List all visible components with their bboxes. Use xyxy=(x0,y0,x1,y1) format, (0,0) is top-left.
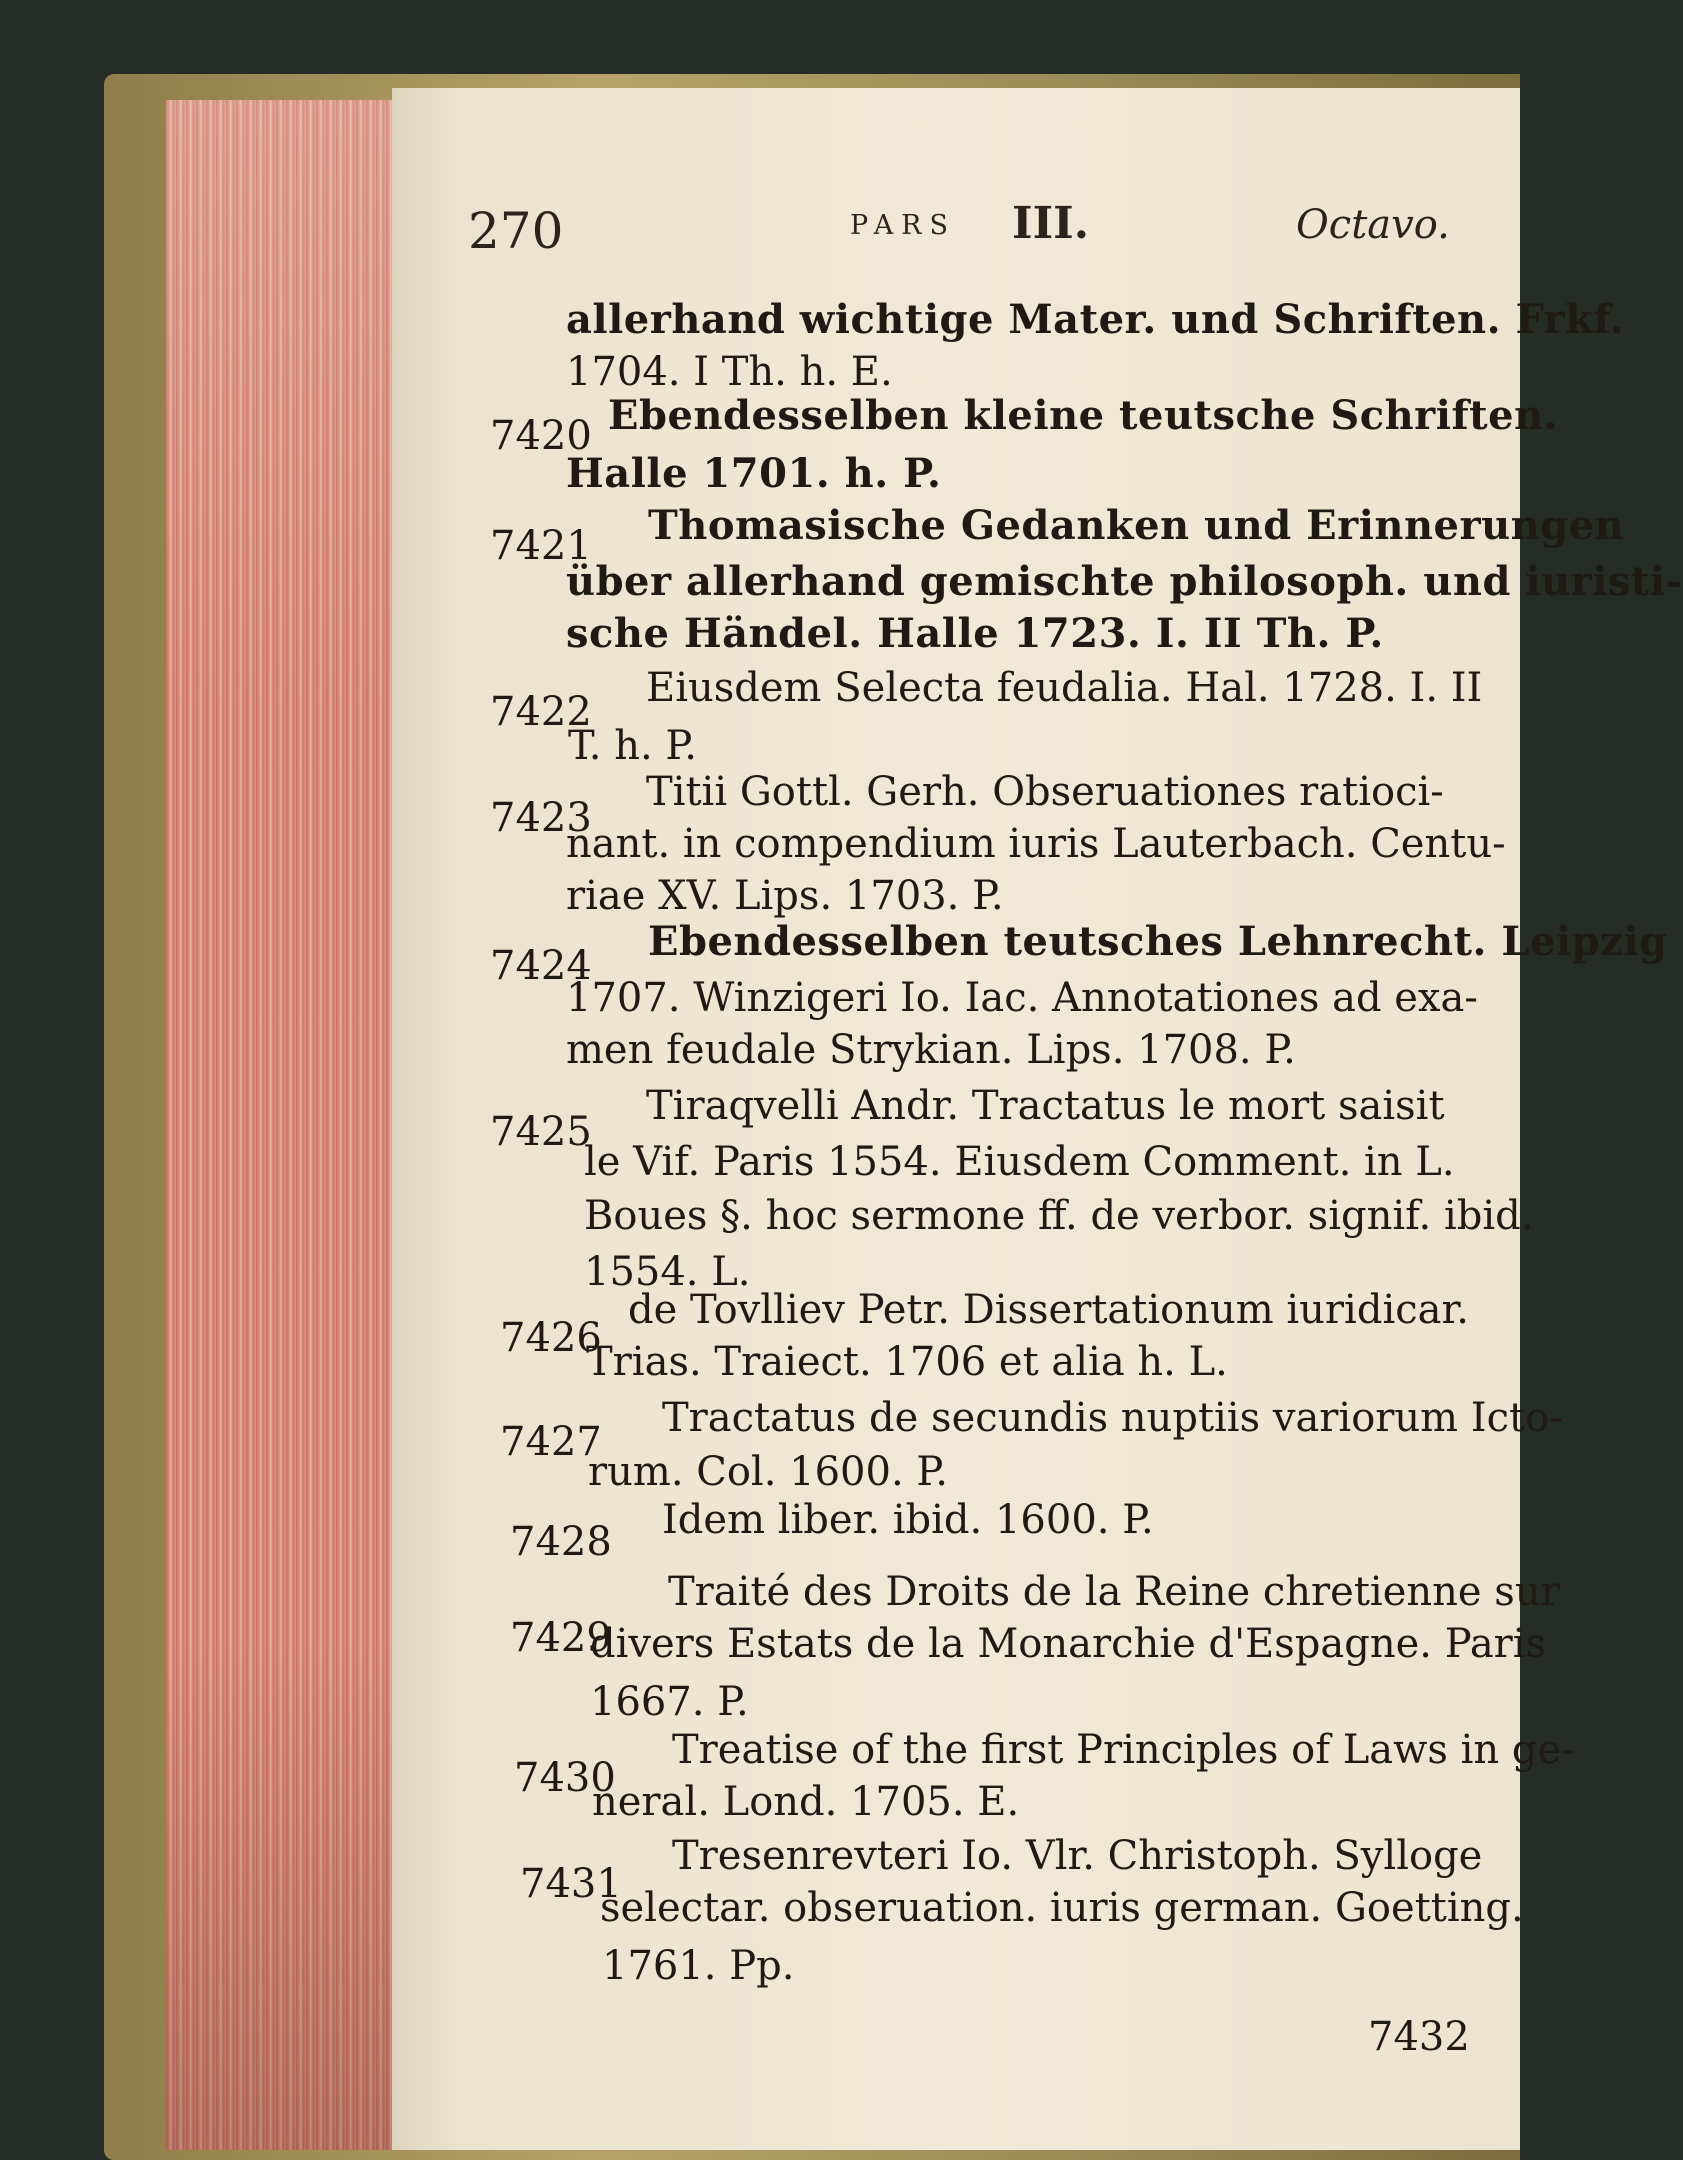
entry-line: 1554. L. xyxy=(584,1249,751,1295)
page-number: 270 xyxy=(468,202,564,260)
running-head-part: III. xyxy=(1012,198,1090,249)
entry-number: 7422 xyxy=(490,689,592,735)
entry-line: T. h. P. xyxy=(568,723,697,769)
entry-line: Trias. Traiect. 1706 et alia h. L. xyxy=(586,1339,1228,1385)
entry-line: Traité des Droits de la Reine chretienne sur xyxy=(668,1569,1560,1615)
entry-line: über allerhand gemischte philosoph. und iuristi- xyxy=(566,558,1683,605)
entry-line: allerhand wichtige Mater. und Schriften. Frkf. xyxy=(566,296,1625,343)
entry-line: rum. Col. 1600. P. xyxy=(588,1449,948,1495)
entry-line: 1761. Pp. xyxy=(602,1943,795,1989)
running-head: PARS xyxy=(850,210,957,241)
entry-line: divers Estats de la Monarchie d'Espagne. Paris xyxy=(590,1621,1547,1667)
entry-number: 7423 xyxy=(490,795,592,841)
entry-line: 1707. Winzigeri Io. Iac. Annotationes ad exa- xyxy=(566,975,1478,1021)
entry-line: Tractatus de secundis nuptiis variorum Icto- xyxy=(662,1395,1563,1441)
entry-line: Thomasische Gedanken und Erinnerungen xyxy=(648,502,1625,549)
entry-line: Eiusdem Selecta feudalia. Hal. 1728. I. II xyxy=(646,665,1483,711)
entry-line: Boues §. hoc sermone ff. de verbor. signif. ibid. xyxy=(584,1193,1534,1239)
entry-number: 7424 xyxy=(490,943,592,989)
catchword: 7432 xyxy=(1368,2014,1470,2060)
entry-line: le Vif. Paris 1554. Eiusdem Comment. in L. xyxy=(584,1139,1455,1185)
entry-number: 7428 xyxy=(510,1519,612,1565)
entry-number: 7426 xyxy=(500,1315,602,1361)
page-header xyxy=(0,200,1520,270)
entry-line: neral. Lond. 1705. E. xyxy=(592,1779,1020,1825)
entry-line: men feudale Strykian. Lips. 1708. P. xyxy=(566,1027,1296,1073)
entry-line: Idem liber. ibid. 1600. P. xyxy=(662,1497,1154,1543)
entry-line: sche Händel. Halle 1723. I. II Th. P. xyxy=(566,610,1384,657)
entry-line: 1704. I Th. h. E. xyxy=(566,349,893,395)
entry-line: Titii Gottl. Gerh. Obseruationes ratioci- xyxy=(646,769,1444,815)
entry-number: 7425 xyxy=(490,1109,592,1155)
entry-number: 7427 xyxy=(500,1419,602,1465)
entry-line: de Tovlliev Petr. Dissertationum iuridicar. xyxy=(628,1287,1469,1333)
entry-number: 7421 xyxy=(490,523,592,569)
entry-number: 7431 xyxy=(520,1861,622,1907)
entry-number: 7429 xyxy=(510,1615,612,1661)
entry-line: nant. in compendium iuris Lauterbach. Centu- xyxy=(566,821,1506,867)
running-head-format: Octavo. xyxy=(1296,202,1450,248)
entry-line: selectar. obseruation. iuris german. Goetting. xyxy=(600,1885,1524,1931)
entry-line: Halle 1701. h. P. xyxy=(566,450,942,497)
entry-number: 7430 xyxy=(514,1755,616,1801)
entry-line: Ebendesselben kleine teutsche Schriften. xyxy=(608,392,1559,439)
entry-line: Treatise of the first Principles of Laws in ge- xyxy=(672,1727,1575,1773)
entry-line: 1667. P. xyxy=(590,1679,749,1725)
entry-line: riae XV. Lips. 1703. P. xyxy=(566,873,1004,919)
entry-line: Tiraqvelli Andr. Tractatus le mort saisit xyxy=(646,1083,1445,1129)
entry-line: Ebendesselben teutsches Lehnrecht. Leipzig xyxy=(648,918,1668,965)
fore-edge-shading xyxy=(166,100,392,2150)
entry-number: 7420 xyxy=(490,413,592,459)
entry-line: Tresenrevteri Io. Vlr. Christoph. Sylloge xyxy=(672,1833,1483,1879)
